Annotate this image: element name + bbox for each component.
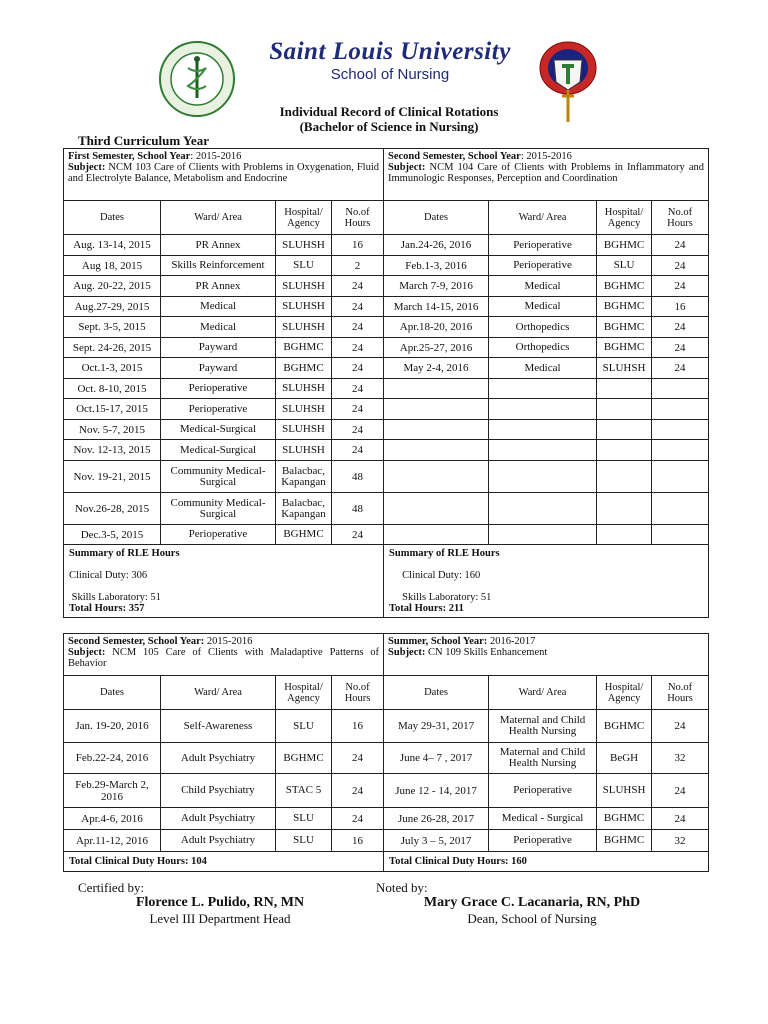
cell-ward	[489, 420, 597, 440]
cell-ward: Community Medical-Surgical	[161, 461, 276, 493]
cell-hours	[652, 440, 709, 461]
noted-signatory	[396, 895, 668, 927]
cell-ward: Medical	[489, 276, 597, 297]
cell-agency: BGHMC	[276, 743, 332, 774]
cell-date: Apr.11-12, 2016	[64, 830, 161, 852]
cell-ward: Medical	[161, 317, 276, 338]
table-row	[64, 317, 709, 338]
cell-agency: BGHMC	[276, 525, 332, 545]
cell-ward: Adult Psychiatry	[161, 743, 276, 774]
semester-info-left: First Semester, School Year: 2015-2016 Subject: NCM 103 Care of Clients with Problems in Oxygenation, Fluid and Electrolyte Balance, Metabolism and Endocrine	[64, 149, 384, 201]
cell-hours	[652, 525, 709, 545]
cell-agency: SLUHSH	[276, 297, 332, 317]
cell-ward: Perioperative	[161, 399, 276, 420]
cell-date	[384, 379, 489, 399]
cell-ward	[489, 461, 597, 493]
semester-info-right: Summer, School Year: 2016-2017 Subject: CN 109 Skills Enhancement	[384, 634, 709, 676]
cell-ward: Payward	[161, 358, 276, 379]
table-row	[64, 297, 709, 317]
header-hours: No.of Hours	[332, 676, 384, 710]
table-row	[64, 338, 709, 358]
cell-date: Aug. 20-22, 2015	[64, 276, 161, 297]
cell-date: Sept. 24-26, 2015	[64, 338, 161, 358]
table-row	[64, 379, 709, 399]
cell-hours: 24	[332, 774, 384, 808]
cell-agency: BGHMC	[597, 276, 652, 297]
title-line-1: Individual Record of Clinical Rotations	[279, 104, 499, 119]
cell-ward: Self-Awareness	[161, 710, 276, 743]
cell-agency: SLUHSH	[597, 774, 652, 808]
cell-hours: 24	[332, 399, 384, 420]
cell-date: Nov. 19-21, 2015	[64, 461, 161, 493]
cell-hours: 24	[332, 317, 384, 338]
cell-date: Dec.3-5, 2015	[64, 525, 161, 545]
cell-hours: 16	[652, 297, 709, 317]
curriculum-year: Third Curriculum Year	[78, 133, 209, 148]
cell-agency	[597, 493, 652, 525]
cell-agency	[597, 461, 652, 493]
cell-date: Feb.22-24, 2016	[64, 743, 161, 774]
cell-agency: Balacbac, Kapangan	[276, 461, 332, 493]
summary-right: Summary of RLE Hours Clinical Duty: 160 Skills Laboratory: 51 Total Hours: 211	[384, 545, 709, 618]
cell-hours	[652, 420, 709, 440]
noted-name: Mary Grace C. Lacanaria, RN, PhD	[423, 895, 641, 910]
column-header-row	[64, 676, 709, 710]
cell-agency: BGHMC	[597, 235, 652, 256]
cell-date: March 14-15, 2016	[384, 297, 489, 317]
table-row	[64, 399, 709, 420]
table-row	[64, 461, 709, 493]
cell-agency: SLUHSH	[597, 358, 652, 379]
cell-date: Aug 18, 2015	[64, 256, 161, 276]
cell-hours	[652, 399, 709, 420]
noted-title: Dean, School of Nursing	[467, 911, 597, 926]
header-dates: Dates	[384, 676, 489, 710]
cell-hours: 24	[652, 808, 709, 830]
cell-ward: Perioperative	[489, 235, 597, 256]
cell-agency: BGHMC	[597, 338, 652, 358]
summary-left: Summary of RLE Hours Clinical Duty: 306 Skills Laboratory: 51 Total Hours: 357	[64, 545, 384, 618]
cell-date: June 26-28, 2017	[384, 808, 489, 830]
cell-hours: 24	[332, 297, 384, 317]
cell-agency: SLUHSH	[276, 235, 332, 256]
cell-ward: Payward	[161, 338, 276, 358]
cell-agency: SLUHSH	[276, 399, 332, 420]
cell-agency	[597, 420, 652, 440]
cell-agency	[597, 399, 652, 420]
cell-hours: 48	[332, 461, 384, 493]
header-hospital: Hospital/ Agency	[276, 201, 332, 235]
cell-agency: SLU	[276, 710, 332, 743]
cell-date: Nov. 12-13, 2015	[64, 440, 161, 461]
semester-info-left: Second Semester, School Year: 2015-2016 Subject: NCM 105 Care of Clients with Maladaptive Patterns of Behavior	[64, 634, 384, 676]
cell-hours: 24	[652, 256, 709, 276]
cell-agency: SLUHSH	[276, 440, 332, 461]
cell-date: June 4– 7 , 2017	[384, 743, 489, 774]
column-header-row	[64, 201, 709, 235]
cell-hours: 24	[652, 235, 709, 256]
cell-ward: Community Medical-Surgical	[161, 493, 276, 525]
total-hours-right: Total Clinical Duty Hours: 160	[384, 852, 709, 872]
cell-agency: BGHMC	[597, 830, 652, 852]
cell-agency: BGHMC	[597, 710, 652, 743]
table-row	[64, 830, 709, 852]
cell-agency: SLUHSH	[276, 276, 332, 297]
cell-date: Oct.15-17, 2015	[64, 399, 161, 420]
cell-agency	[597, 440, 652, 461]
table-row	[64, 440, 709, 461]
table-row	[64, 710, 709, 743]
cell-date: Feb.1-3, 2016	[384, 256, 489, 276]
table-row	[64, 493, 709, 525]
cell-hours	[652, 461, 709, 493]
cell-date: Feb.29-March 2, 2016	[64, 774, 161, 808]
cell-hours: 32	[652, 830, 709, 852]
table-row	[64, 774, 709, 808]
rotation-table-second-block	[63, 633, 709, 872]
cell-hours: 24	[332, 743, 384, 774]
cell-hours: 24	[652, 317, 709, 338]
header-hours: No.of Hours	[652, 676, 709, 710]
cell-ward: Medical	[489, 297, 597, 317]
cell-agency: STAC 5	[276, 774, 332, 808]
cell-ward: Medical-Surgical	[161, 440, 276, 461]
table-row	[64, 743, 709, 774]
header-hospital: Hospital/ Agency	[597, 201, 652, 235]
header-hospital: Hospital/ Agency	[597, 676, 652, 710]
cell-date: Apr.18-20, 2016	[384, 317, 489, 338]
cell-agency: SLU	[276, 830, 332, 852]
cell-agency: SLUHSH	[276, 317, 332, 338]
total-hours-left: Total Clinical Duty Hours: 104	[64, 852, 384, 872]
table-row	[64, 358, 709, 379]
cell-hours: 2	[332, 256, 384, 276]
certified-label: Certified by:	[78, 880, 145, 895]
cell-ward	[489, 525, 597, 545]
cell-hours: 48	[332, 493, 384, 525]
cell-date: Nov. 5-7, 2015	[64, 420, 161, 440]
cell-date: Oct. 8-10, 2015	[64, 379, 161, 399]
cell-agency: BGHMC	[276, 358, 332, 379]
header-ward: Ward/ Area	[489, 201, 597, 235]
header-dates: Dates	[64, 201, 161, 235]
cell-ward: Medical	[489, 358, 597, 379]
cell-ward: Adult Psychiatry	[161, 808, 276, 830]
cell-ward: Perioperative	[489, 774, 597, 808]
cell-agency: SLU	[276, 256, 332, 276]
cell-agency: SLU	[276, 808, 332, 830]
cell-ward	[489, 379, 597, 399]
cell-ward: Perioperative	[489, 256, 597, 276]
cell-ward: Maternal and Child Health Nursing	[489, 710, 597, 743]
cell-ward: Orthopedics	[489, 317, 597, 338]
cell-agency: SLUHSH	[276, 379, 332, 399]
cell-ward: PR Annex	[161, 235, 276, 256]
header-dates: Dates	[64, 676, 161, 710]
cell-hours: 24	[332, 276, 384, 297]
university-name: Saint Louis University	[269, 38, 511, 65]
cell-hours: 16	[332, 710, 384, 743]
cell-date: May 2-4, 2016	[384, 358, 489, 379]
cell-hours: 24	[332, 808, 384, 830]
title-line-2: (Bachelor of Science in Nursing)	[299, 119, 479, 134]
cell-date	[384, 399, 489, 420]
semester-info-right: Second Semester, School Year: 2015-2016 Subject: NCM 104 Care of Clients with Problems in Inflammatory and Immunologic Responses, Perception and Coordination	[384, 149, 709, 201]
cell-date: July 3 – 5, 2017	[384, 830, 489, 852]
header-ward: Ward/ Area	[489, 676, 597, 710]
cell-ward: Medical - Surgical	[489, 808, 597, 830]
cell-date	[384, 493, 489, 525]
cell-hours	[652, 379, 709, 399]
cell-ward: Perioperative	[489, 830, 597, 852]
cell-ward: Orthopedics	[489, 338, 597, 358]
cell-agency	[597, 525, 652, 545]
cell-agency: BeGH	[597, 743, 652, 774]
table-row	[64, 256, 709, 276]
cell-agency	[597, 379, 652, 399]
cell-hours: 24	[652, 774, 709, 808]
cell-hours	[652, 493, 709, 525]
cell-ward	[489, 493, 597, 525]
cell-date	[384, 420, 489, 440]
school-name: School of Nursing	[330, 66, 450, 83]
table-row	[64, 276, 709, 297]
cell-date: Sept. 3-5, 2015	[64, 317, 161, 338]
cell-hours: 24	[332, 440, 384, 461]
table-row	[64, 420, 709, 440]
cell-agency: SLU	[597, 256, 652, 276]
header-hospital: Hospital/ Agency	[276, 676, 332, 710]
cell-ward: Medical-Surgical	[161, 420, 276, 440]
cell-ward: Medical	[161, 297, 276, 317]
cell-hours: 24	[332, 358, 384, 379]
cell-ward: Skills Reinforcement	[161, 256, 276, 276]
cell-ward	[489, 440, 597, 461]
cell-hours: 24	[332, 525, 384, 545]
table-row	[64, 808, 709, 830]
cell-date: Jan.24-26, 2016	[384, 235, 489, 256]
cell-hours: 16	[332, 235, 384, 256]
header-ward: Ward/ Area	[161, 201, 276, 235]
cell-date: Nov.26-28, 2015	[64, 493, 161, 525]
cell-agency: BGHMC	[597, 297, 652, 317]
rotation-table-first-year-block	[63, 148, 709, 618]
table-row	[64, 235, 709, 256]
cell-agency: Balacbac, Kapangan	[276, 493, 332, 525]
cell-date: Aug. 13-14, 2015	[64, 235, 161, 256]
cell-hours: 16	[332, 830, 384, 852]
cell-agency: BGHMC	[276, 338, 332, 358]
cell-date	[384, 525, 489, 545]
cell-agency: BGHMC	[597, 317, 652, 338]
certified-signatory	[100, 895, 340, 927]
cell-hours: 24	[652, 710, 709, 743]
cell-date: Oct.1-3, 2015	[64, 358, 161, 379]
cell-date	[384, 440, 489, 461]
cell-agency: SLUHSH	[276, 420, 332, 440]
cell-hours: 24	[652, 358, 709, 379]
certified-by-block	[78, 880, 144, 896]
cell-hours: 24	[652, 338, 709, 358]
certified-title: Level III Department Head	[149, 911, 291, 926]
cell-date: Aug.27-29, 2015	[64, 297, 161, 317]
cell-ward: Child Psychiatry	[161, 774, 276, 808]
header-dates: Dates	[384, 201, 489, 235]
cell-ward: Perioperative	[161, 379, 276, 399]
cell-ward: PR Annex	[161, 276, 276, 297]
noted-label: Noted by:	[376, 880, 428, 895]
certified-name: Florence L. Pulido, RN, MN	[135, 895, 305, 910]
cell-date: June 12 - 14, 2017	[384, 774, 489, 808]
cell-hours: 24	[332, 379, 384, 399]
cell-date: Apr.4-6, 2016	[64, 808, 161, 830]
cell-ward: Perioperative	[161, 525, 276, 545]
cell-hours: 24	[332, 420, 384, 440]
cell-ward: Maternal and Child Health Nursing	[489, 743, 597, 774]
header-hours: No.of Hours	[652, 201, 709, 235]
table-row	[64, 525, 709, 545]
cell-date	[384, 461, 489, 493]
header-ward: Ward/ Area	[161, 676, 276, 710]
cell-date: March 7-9, 2016	[384, 276, 489, 297]
header-hours: No.of Hours	[332, 201, 384, 235]
cell-agency: BGHMC	[597, 808, 652, 830]
cell-hours: 24	[652, 276, 709, 297]
cell-ward: Adult Psychiatry	[161, 830, 276, 852]
cell-date: May 29-31, 2017	[384, 710, 489, 743]
cell-date: Apr.25-27, 2016	[384, 338, 489, 358]
cell-ward	[489, 399, 597, 420]
cell-date: Jan. 19-20, 2016	[64, 710, 161, 743]
cell-hours: 32	[652, 743, 709, 774]
noted-by-block	[376, 880, 428, 896]
cell-hours: 24	[332, 338, 384, 358]
document-title	[0, 104, 768, 134]
